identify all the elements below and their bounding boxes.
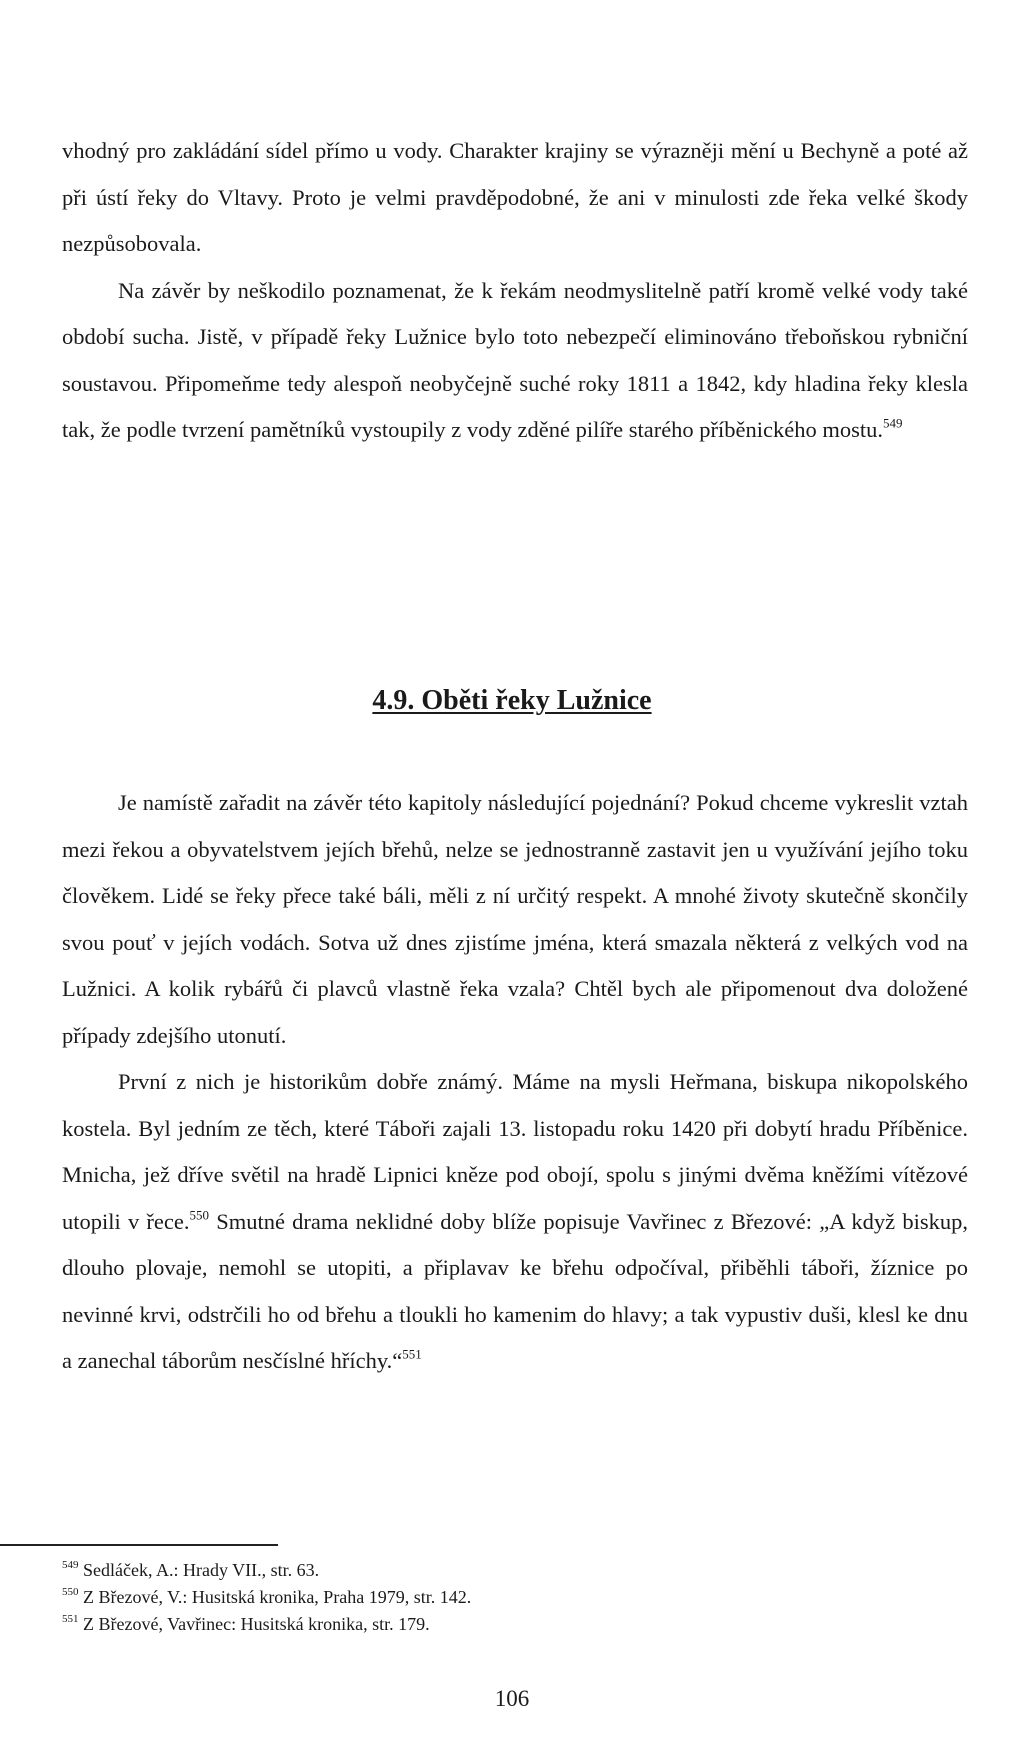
footnotes [62,1557,962,1638]
footnote-number: 550 [62,1585,79,1598]
footnote-549 [62,1557,962,1584]
text-block-main [62,780,968,1385]
footnote-text: Sedláček, A.: Hrady VII., str. 63. [83,1560,320,1580]
footnote-ref-549: 549 [883,415,903,431]
footnote-551 [62,1611,962,1638]
paragraph-herman [62,1059,968,1385]
footnote-ref-550: 550 [189,1206,209,1222]
footnote-text: Z Březové, Vavřinec: Husitská kronika, str. 179. [83,1614,430,1634]
footnote-ref-551: 551 [402,1346,422,1362]
paragraph-quote-text: Smutné drama neklidné doby blíže popisuje Vavřinec z Březové: „A když biskup, dlouho plovaje, nemohl se utopiti, a připlavav ke břehu odpočíval, přiběhli táboři, žíznice po nevinné krvi, odstrčili ho od břehu a tloukli ho kamenim do hlavy; a tak vypustiv duši, klesl ke dnu a zanechal táborům nesčíslné hříchy.“ [62,1208,969,1373]
footnote-separator [0,1544,278,1546]
footnote-550 [62,1584,962,1611]
paragraph-herman-text: První z nich je historikům dobře známý. Máme na mysli Heřmana, biskupa nikopolského kostela. Byl jedním ze těch, které Táboři zajali 13. listopadu roku 1420 při dobytí hradu Příběnice. Mnicha, jež dříve světil na hradě Lipnici kněze pod obojí, spolu s jinými dvěma kněžími vítězové utopili v řece. [62,1069,968,1234]
text-block-top [62,128,968,454]
footnote-number: 549 [62,1558,79,1571]
footnote-number: 551 [62,1612,79,1625]
footnote-text: Z Březové, V.: Husitská kronika, Praha 1979, str. 142. [83,1587,472,1607]
paragraph-drought [62,268,968,454]
page-number: 106 [494,1686,530,1711]
paragraph-drought-text: Na závěr by neškodilo poznamenat, že k řekám neodmyslitelně patří kromě velké vody také období sucha. Jistě, v případě řeky Lužnice bylo toto nebezpečí eliminováno třeboňskou rybniční soustavou. Připomeňme tedy alespoň neobyčejně suché roky 1811 a 1842, kdy hladina řeky klesla tak, že podle tvrzení pamětníků vystoupily z vody zděné pilíře starého příběnického mostu. [62,277,968,442]
paragraph-intro: Je namístě zařadit na závěr této kapitoly následující pojednání? Pokud chceme vykreslit vztah mezi řekou a obyvatelstvem jejích břehů, nelze se jednostranně zastavit jen u využívání jejího toku člověkem. Lidé se řeky přece také báli, měli z ní určitý respekt. A mnohé životy skutečně skončily svou pouť v jejích vodách. Sotva už dnes zjistíme jména, která smazala některá z velkých vod na Lužnici. A kolik rybářů či plavců vlastně řeka vzala? Chtěl bych ale připomenout dva doložené případy zdejšího utonutí. [62,790,968,1048]
section-heading: 4.9. Oběti řeky Lužnice [372,685,652,716]
paragraph-continuation: vhodný pro zakládání sídel přímo u vody. Charakter krajiny se výrazněji mění u Bechyně a poté až při ústí řeky do Vltavy. Proto je velmi pravděpodobné, že ani v minulosti zde řeka velké škody nezpůsobovala. [62,138,968,256]
